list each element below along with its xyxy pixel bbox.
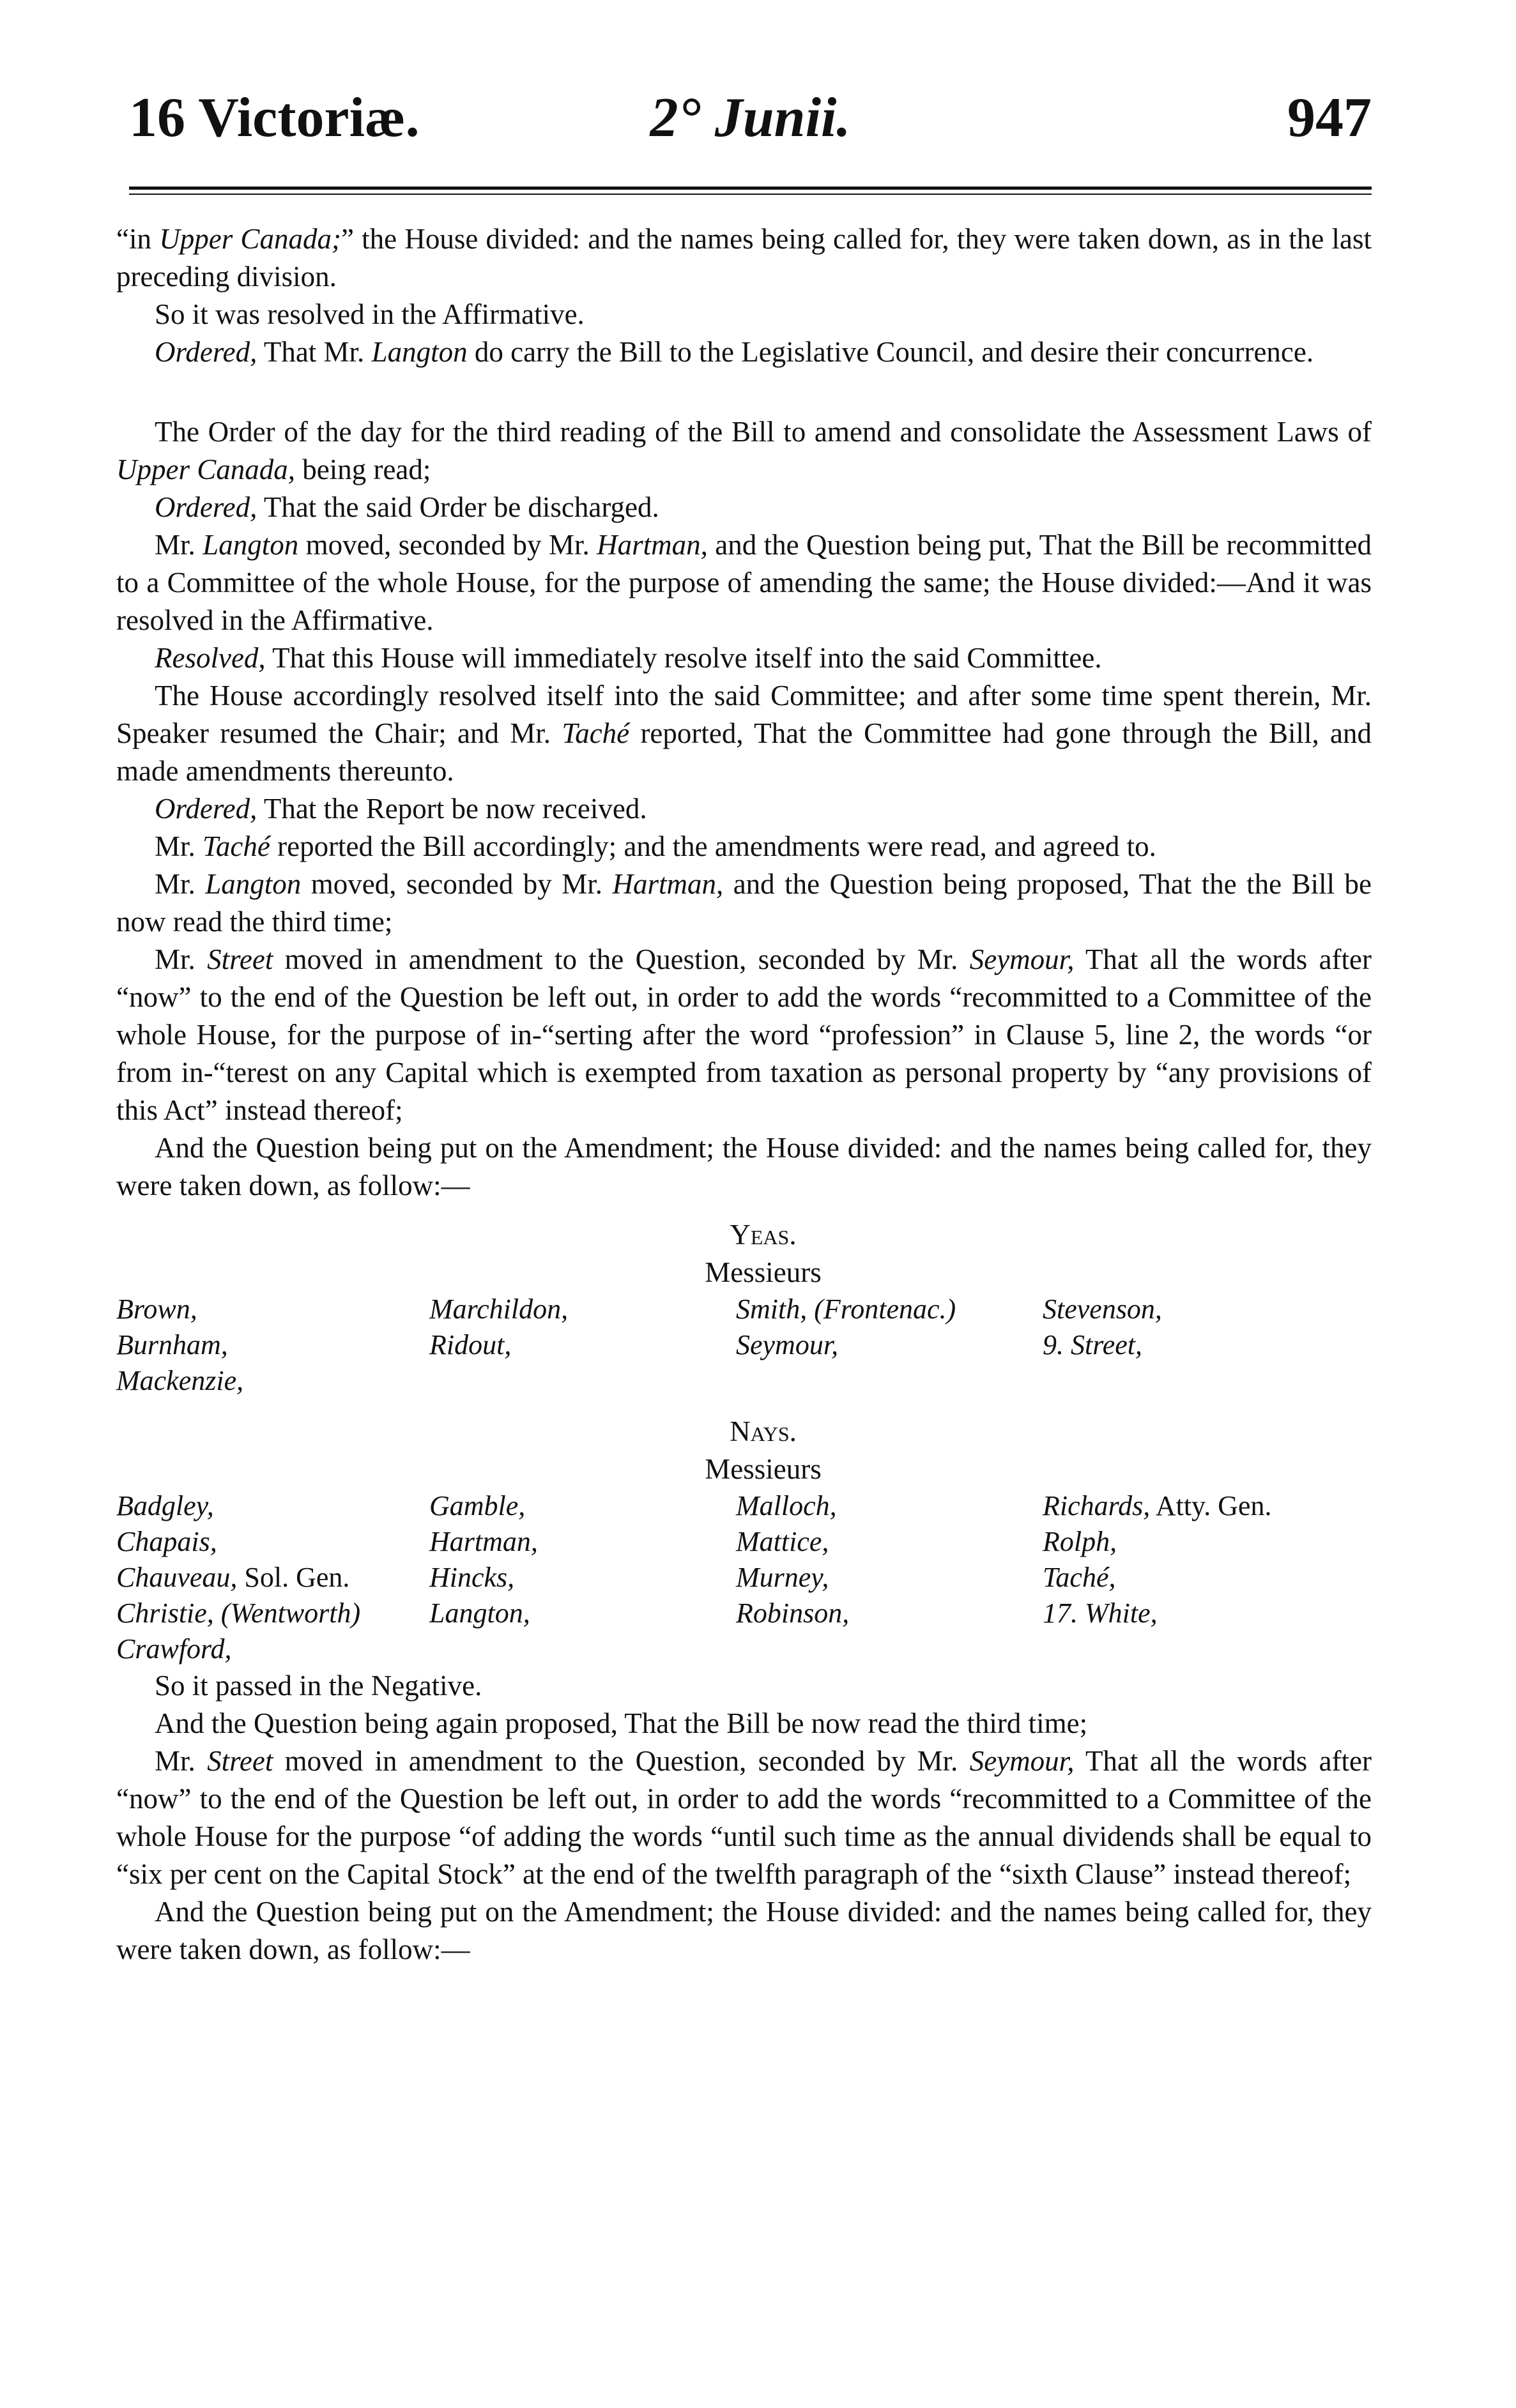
name-entry: Taché, [1043, 1562, 1116, 1593]
name-entry: Richards, Atty. Gen. [1043, 1490, 1272, 1521]
name-entry: Hartman, [429, 1526, 538, 1557]
name-entry: Gamble, [429, 1490, 526, 1521]
name-entry: Marchildon, [429, 1293, 569, 1325]
name-entry: Rolph, [1043, 1526, 1117, 1557]
nays-list [116, 1488, 1372, 1667]
nays-messieurs: Messieurs [705, 1453, 822, 1485]
name-entry: Chauveau, Sol. Gen. [116, 1562, 350, 1593]
name-entry: Burnham, [116, 1329, 228, 1360]
name-entry: Langton, [429, 1597, 530, 1629]
name-entry: Smith, (Frontenac.) [736, 1293, 956, 1325]
page-body [116, 220, 1372, 1969]
yeas-messieurs: Messieurs [705, 1256, 822, 1288]
nays-heading: Nays. [730, 1415, 797, 1447]
name-entry: Robinson, [736, 1597, 850, 1629]
name-entry: Ridout, [429, 1329, 512, 1360]
paragraph: Mr. Langton moved, seconded by Mr. Hartman, and the Question being put, That the Bill be recommitted to a Committee of the whole House, for the purpose of amending the same; the House divided:—And it was resolved in the Affirmative. [116, 529, 1372, 636]
paragraph: Mr. Taché reported the Bill accordingly; and the amendments were read, and agreed to. [155, 830, 1156, 862]
paragraph: Mr. Langton moved, seconded by Mr. Hartman, and the Question being proposed, That the the Bill be now read the third time; [116, 868, 1372, 938]
paragraph: Ordered, That the Report be now received. [155, 793, 647, 825]
name-entry: Hincks, [429, 1562, 515, 1593]
date-heading: 2° Junii. [650, 87, 851, 149]
header-rule-thin [129, 194, 1372, 195]
name-entry: Christie, (Wentworth) [116, 1597, 361, 1629]
paragraph: And the Question being put on the Amendment; the House divided: and the names being called for, they were taken down, as follow:— [116, 1896, 1372, 1965]
page-header [129, 83, 1372, 153]
name-entry: 17. White, [1043, 1597, 1158, 1629]
yeas-list [116, 1292, 1372, 1399]
section-gap [116, 371, 1372, 413]
paragraph: Ordered, That the said Order be discharged. [155, 491, 659, 523]
regnal-year: 16 Victoriæ. [129, 87, 420, 149]
name-entry: Stevenson, [1043, 1293, 1162, 1325]
name-entry: Murney, [736, 1562, 829, 1593]
name-entry: Badgley, [116, 1490, 214, 1521]
name-entry: Seymour, [736, 1329, 839, 1360]
header-rule-thick [129, 187, 1372, 190]
paragraph: The Order of the day for the third reading of the Bill to amend and consolidate the Assessment Laws of Upper Canada, being read; [116, 416, 1372, 485]
name-entry: Mackenzie, [116, 1365, 244, 1396]
paragraph: The House accordingly resolved itself into the said Committee; and after some time spent therein, Mr. Speaker resumed the Chair; and Mr. Taché reported, That the Committee had gone through the Bill, and made amendments thereunto. [116, 680, 1372, 787]
paragraph: Resolved, That this House will immediately resolve itself into the said Committee. [155, 642, 1102, 674]
name-entry: Crawford, [116, 1633, 232, 1665]
paragraph: “in Upper Canada;” the House divided: and the names being called for, they were taken down, as in the last preceding division. [116, 223, 1372, 293]
paragraph: Mr. Street moved in amendment to the Question, seconded by Mr. Seymour, That all the words after “now” to the end of the Question be left out, in order to add the words “recommitted to a Committee of the whole House, for the purpose of in-“serting after the word “profession” in Clause 5, line 2, the words “or from in-“terest on any Capital which is exempted from taxation as personal property by “any provisions of this Act” instead thereof; [116, 943, 1372, 1126]
name-entry: Malloch, [736, 1490, 837, 1521]
name-entry: Mattice, [736, 1526, 829, 1557]
paragraph: And the Question being put on the Amendment; the House divided: and the names being called for, they were taken down, as follow:— [116, 1132, 1372, 1201]
yeas-heading: Yeas. [730, 1219, 797, 1251]
name-entry: Brown, [116, 1293, 197, 1325]
page-number: 947 [1287, 87, 1372, 149]
name-entry: 9. Street, [1043, 1329, 1142, 1360]
name-entry: Chapais, [116, 1526, 217, 1557]
paragraph: Mr. Street moved in amendment to the Question, seconded by Mr. Seymour, That all the words after “now” to the end of the Question be left out, in order to add the words “recommitted to a Committee of the whole House for the purpose “of adding the words “until such time as the annual dividends shall be equal to “six per cent on the Capital Stock” at the end of the twelfth paragraph of the “sixth Clause” instead thereof; [116, 1745, 1372, 1890]
paragraph: And the Question being again proposed, That the Bill be now read the third time; [155, 1707, 1088, 1739]
paragraph: Ordered, That Mr. Langton do carry the Bill to the Legislative Council, and desire their concurrence. [155, 336, 1314, 368]
paragraph: So it passed in the Negative. [155, 1670, 482, 1702]
paragraph: So it was resolved in the Affirmative. [155, 298, 585, 330]
